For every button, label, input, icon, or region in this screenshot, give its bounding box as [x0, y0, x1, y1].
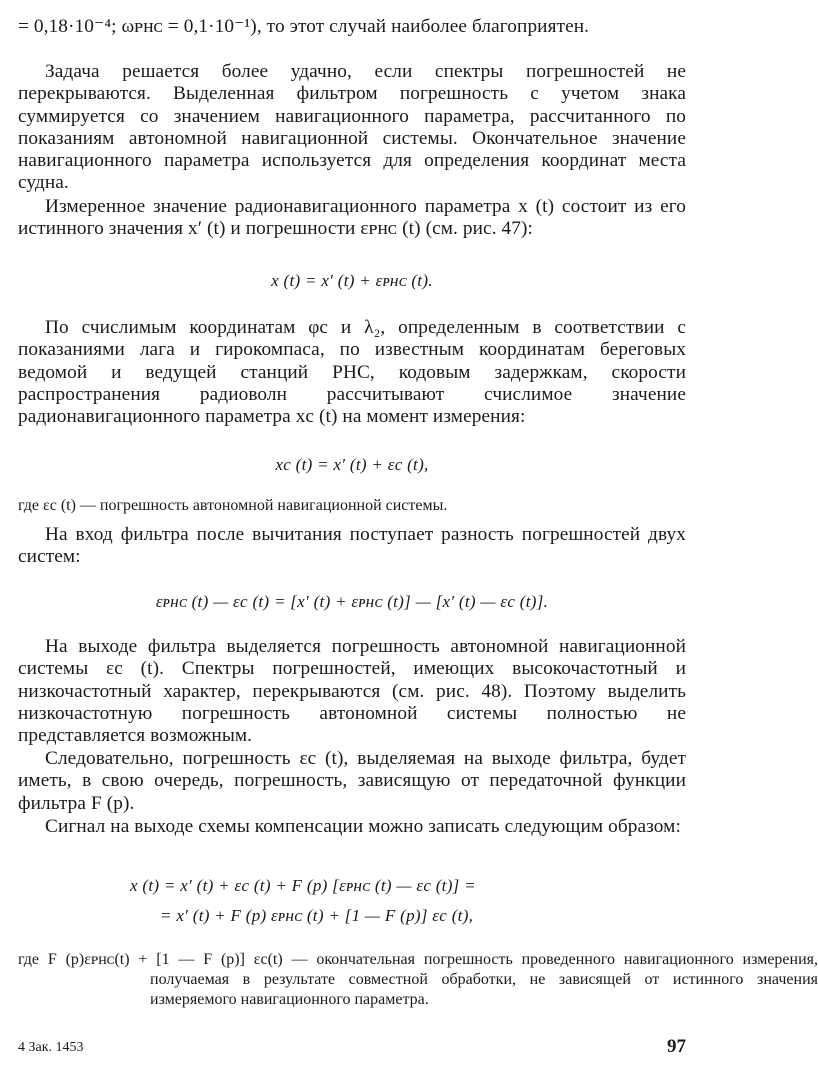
paragraph-where-autonomous: где εс (t) — погрешность автономной навигационной системы. — [18, 497, 448, 514]
paragraph-filter-input: На вход фильтра после вычитания поступает разность погрешностей двух систем: — [18, 524, 686, 568]
paragraph-spectra: Задача решается более удачно, если спектры погрешностей не перекрываются. Выделенная фильтром погрешность с учетом знака суммируется со значением навигационного параметра, рассчитанного по показаниям автономной навигационной системы. Окончательное значение навигационного параметра используется для определения координат места судна. — [18, 61, 686, 194]
page-footer — [18, 1038, 686, 1062]
printer-signature: 4 Зак. 1453 — [18, 1040, 84, 1055]
paragraph-final-error: где F (p)εᴘʜᴄ(t) + [1 — F (p)] εс(t) — окончательная погрешность проведенного навигационного измерения, получаемая в результате совместной обработки, не зависящей от истинного значения измеряемого навигационного параметра. — [18, 951, 818, 1008]
paragraph-filter-output: На выходе фильтра выделяется погрешность автономной навигационной системы εс (t). Спектры погрешностей, имеющих высокочастотный и низкочастотный характер, перекрываются (см. рис. 48). Поэтому выделить низкочастотную погрешность автономной системы полностью не представляется возможным. — [18, 636, 686, 747]
formula-compensation-line2: = x′ (t) + F (p) εᴘʜᴄ (t) + [1 — F (p)] εс (t), — [160, 906, 474, 925]
formula-measured: x (t) = x′ (t) + εᴘʜᴄ (t). — [271, 271, 433, 290]
paragraph-compensation-signal: Сигнал на выходе схемы компенсации можно записать следующим образом: — [45, 816, 681, 837]
paragraph-dead-reckoning: По счислимым координатам φс и λ₂, определенным в соответствии с показаниями лага и гирокомпаса, по известным координатам береговых ведомой и ведущей станций РНС, кодовым задержкам, скорости распространения радиоволн рассчитывают счислимое значение радионавигационного параметра xс (t) на момент измерения: — [18, 317, 686, 428]
paragraph-consequently: Следовательно, погрешность εс (t), выделяемая на выходе фильтра, будет иметь, в свою очередь, погрешность, зависящую от передаточной функции фильтра F (p). — [18, 748, 686, 814]
paragraph-continuation: = 0,18·10⁻⁴; ωᴘʜᴄ = 0,1·10⁻¹), то этот случай наиболее благоприятен. — [18, 16, 590, 37]
formula-difference: εᴘʜᴄ (t) — εс (t) = [x′ (t) + εᴘʜᴄ (t)] — [x′ (t) — εс (t)]. — [155, 592, 549, 611]
paragraph-measured-value: Измеренное значение радионавигационного параметра x (t) состоит из его истинного значения x′ (t) и погрешности εᴘʜᴄ (t) (см. рис. 47): — [18, 196, 686, 240]
formula-compensation-line1: x (t) = x′ (t) + εс (t) + F (p) [εᴘʜᴄ (t) — εс (t)] = — [130, 876, 476, 895]
formula-computed: xс (t) = x′ (t) + εс (t), — [275, 455, 429, 474]
page-number: 97 — [667, 1036, 686, 1057]
